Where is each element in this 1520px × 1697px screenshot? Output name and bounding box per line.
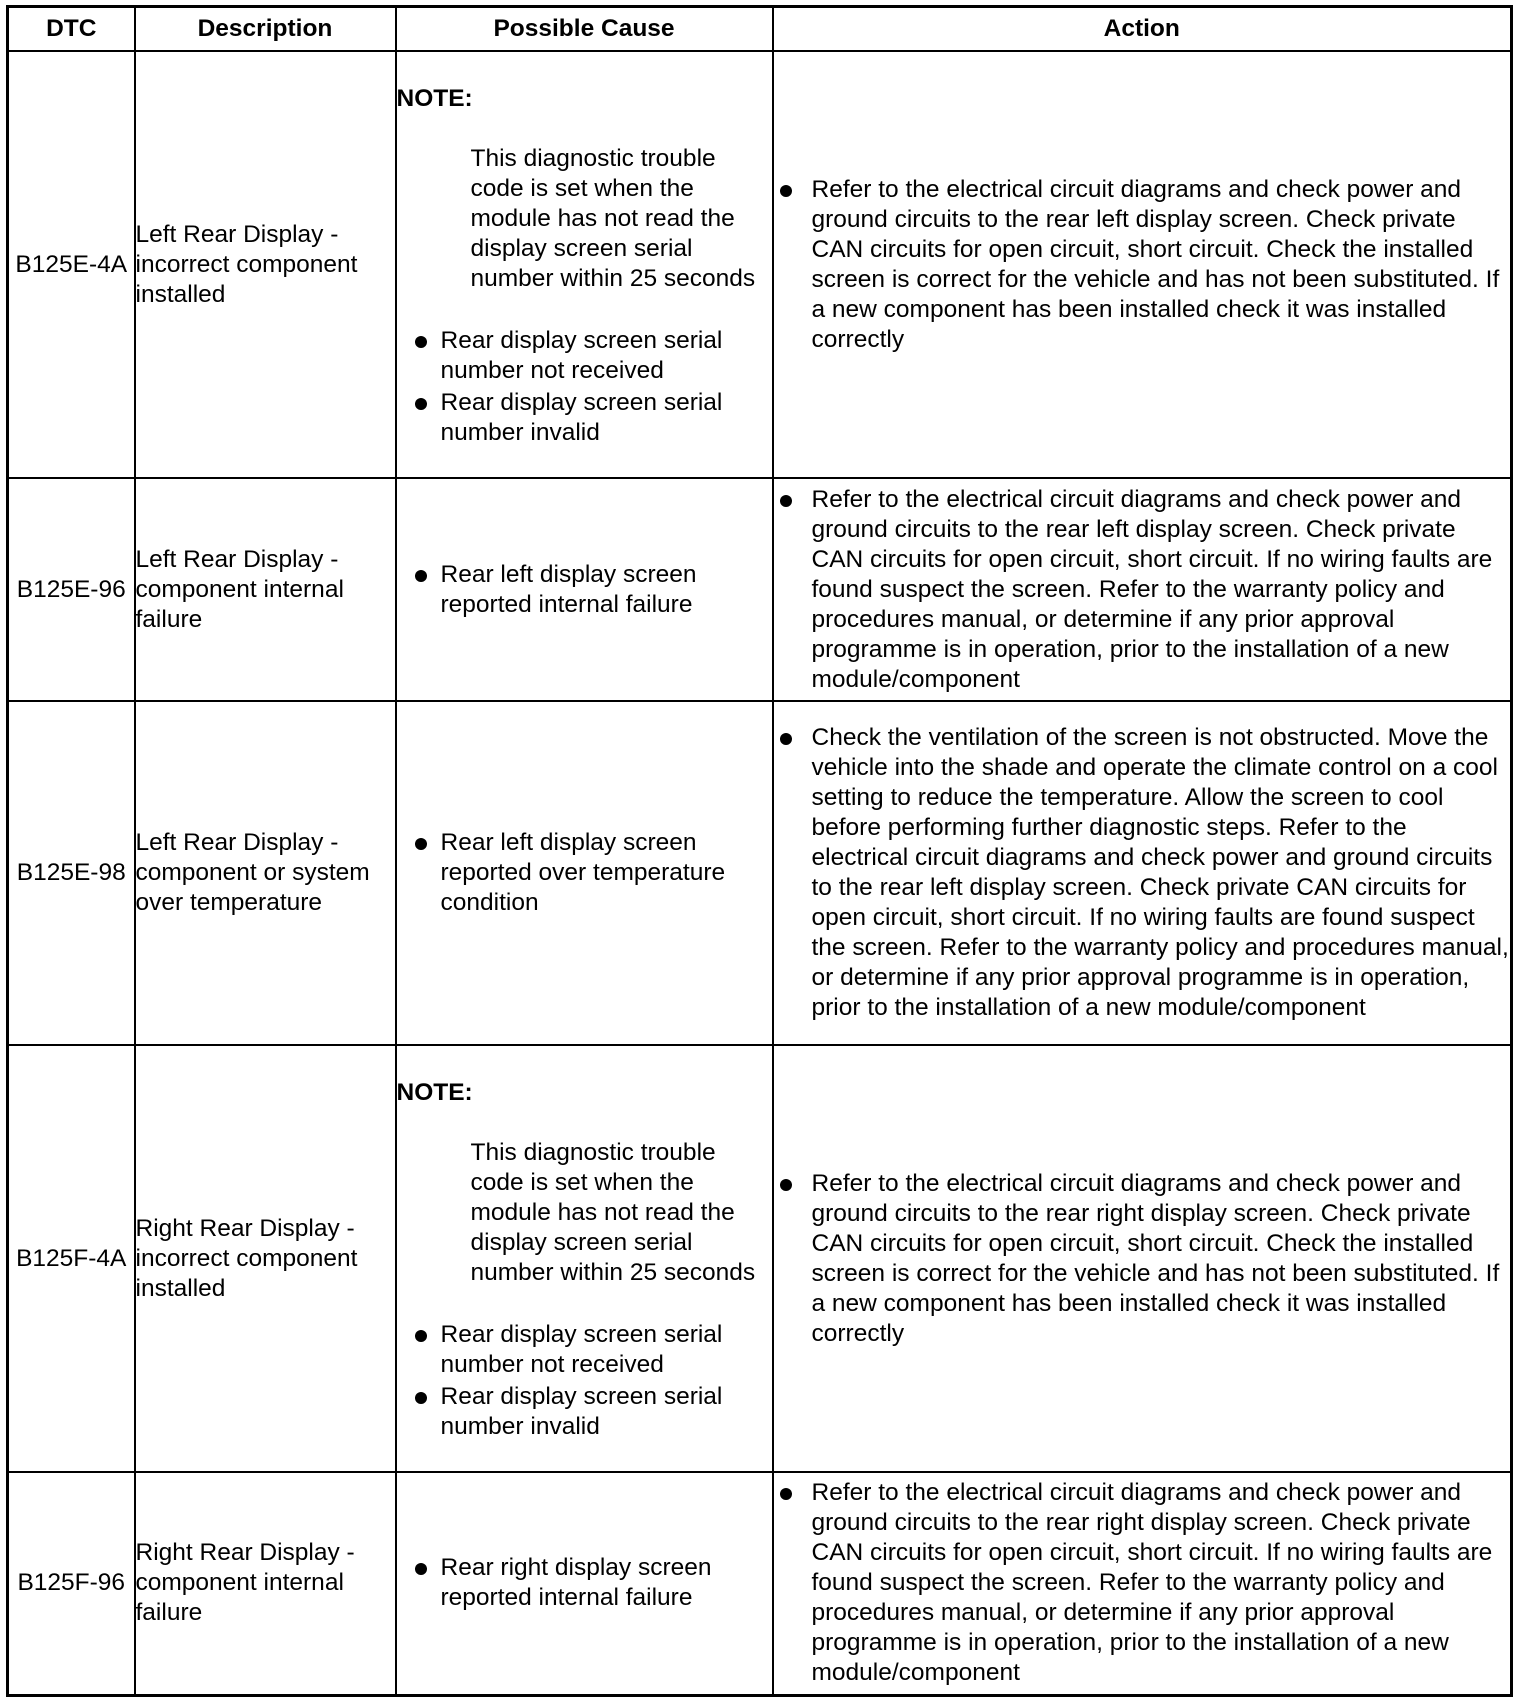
possible-cause xyxy=(396,51,773,478)
note-label: NOTE: xyxy=(396,84,473,112)
cause-list xyxy=(397,1553,772,1613)
dtc-description: Left Rear Display - incorrect component installed xyxy=(135,51,396,478)
action-list xyxy=(774,1478,1511,1688)
note-text: This diagnostic trouble code is set when the module has not read the display screen serial number within 25 seconds xyxy=(470,1138,756,1286)
action-item: Refer to the electrical circuit diagrams and check power and ground circuits to the rear left display screen. Check private CAN circuits for open circuit, short circuit. Check the installed screen is correct for the vehicle and has not been substituted. If a new component has been installed check it was installed correctly xyxy=(774,175,1511,355)
dtc-code: B125F-4A xyxy=(8,1045,135,1472)
cause-list xyxy=(397,1320,772,1442)
action-item: Refer to the electrical circuit diagrams and check power and ground circuits to the rear left display screen. Check private CAN circuits for open circuit, short circuit. If no wiring faults are found suspect the screen. Refer to the warranty policy and procedures manual, or determine if any prior approval programme is in operation, prior to the installation of a new module/component xyxy=(774,485,1511,695)
cause-list xyxy=(397,326,772,448)
dtc-code: B125E-96 xyxy=(8,478,135,701)
header-dtc: DTC xyxy=(8,7,135,52)
dtc-description: Right Rear Display - incorrect component installed xyxy=(135,1045,396,1472)
cause-list xyxy=(397,828,772,918)
header-possible-cause: Possible Cause xyxy=(396,7,773,52)
possible-cause xyxy=(396,1045,773,1472)
table-row xyxy=(8,1472,1512,1695)
note-text: This diagnostic trouble code is set when the module has not read the display screen serial number within 25 seconds xyxy=(470,144,756,292)
action-cell xyxy=(773,51,1512,478)
dtc-code: B125E-98 xyxy=(8,701,135,1045)
cause-item: Rear display screen serial number invalid xyxy=(397,1382,772,1442)
dtc-table xyxy=(6,5,1513,1697)
cause-list xyxy=(397,560,772,620)
cause-item: Rear right display screen reported internal failure xyxy=(397,1553,772,1613)
possible-cause xyxy=(396,1472,773,1695)
table-row xyxy=(8,701,1512,1045)
cause-item: Rear left display screen reported over temperature condition xyxy=(397,828,772,918)
action-item: Refer to the electrical circuit diagrams and check power and ground circuits to the rear right display screen. Check private CAN circuits for open circuit, short circuit. If no wiring faults are found suspect the screen. Refer to the warranty policy and procedures manual, or determine if any prior approval programme is in operation, prior to the installation of a new module/component xyxy=(774,1478,1511,1688)
possible-cause xyxy=(396,478,773,701)
action-list xyxy=(774,175,1511,355)
note-label: NOTE: xyxy=(396,1078,473,1106)
possible-cause xyxy=(396,701,773,1045)
table-row xyxy=(8,1045,1512,1472)
dtc-code: B125E-4A xyxy=(8,51,135,478)
cause-item: Rear display screen serial number not received xyxy=(397,1320,772,1380)
table-row xyxy=(8,478,1512,701)
action-item: Check the ventilation of the screen is not obstructed. Move the vehicle into the shade and operate the climate control on a cool setting to reduce the temperature. Allow the screen to cool before performing further diagnostic steps. Refer to the electrical circuit diagrams and check power and ground circuits to the rear left display screen. Check private CAN circuits for open circuit, short circuit. If no wiring faults are found suspect the screen. Refer to the warranty policy and procedures manual, or determine if any prior approval programme is in operation, prior to the installation of a new module/component xyxy=(774,723,1511,1023)
header-row xyxy=(8,7,1512,52)
action-list xyxy=(774,485,1511,695)
action-cell xyxy=(773,1472,1512,1695)
dtc-description: Left Rear Display - component internal failure xyxy=(135,478,396,701)
header-action: Action xyxy=(773,7,1512,52)
action-cell xyxy=(773,478,1512,701)
action-cell xyxy=(773,1045,1512,1472)
header-description: Description xyxy=(135,7,396,52)
table-row xyxy=(8,51,1512,478)
action-list xyxy=(774,1169,1511,1349)
dtc-code: B125F-96 xyxy=(8,1472,135,1695)
cause-item: Rear left display screen reported internal failure xyxy=(397,560,772,620)
dtc-description: Left Rear Display - component or system over temperature xyxy=(135,701,396,1045)
action-list xyxy=(774,723,1511,1023)
action-cell xyxy=(773,701,1512,1045)
dtc-description: Right Rear Display - component internal failure xyxy=(135,1472,396,1695)
cause-item: Rear display screen serial number invalid xyxy=(397,388,772,448)
cause-item: Rear display screen serial number not received xyxy=(397,326,772,386)
action-item: Refer to the electrical circuit diagrams and check power and ground circuits to the rear right display screen. Check private CAN circuits for open circuit, short circuit. Check the installed screen is correct for the vehicle and has not been substituted. If a new component has been installed check it was installed correctly xyxy=(774,1169,1511,1349)
